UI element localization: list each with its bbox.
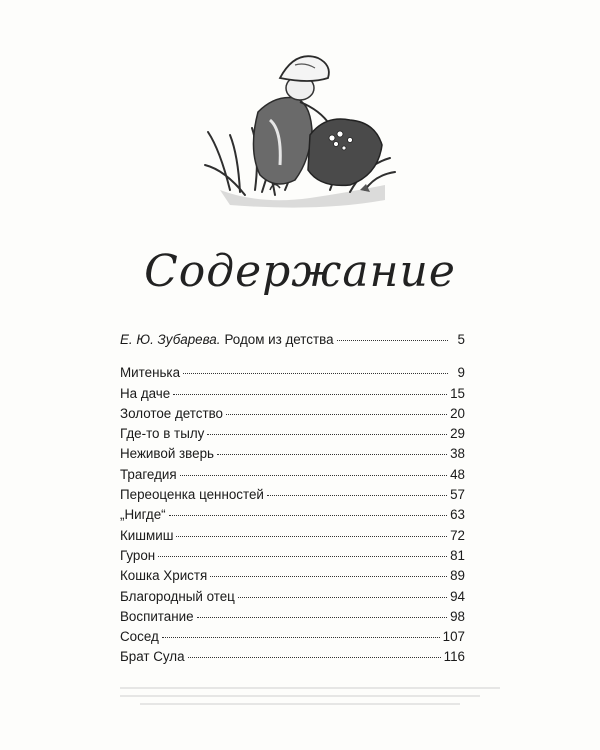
toc-entry[interactable] [120, 587, 465, 607]
toc-entry[interactable] [120, 627, 465, 647]
toc-entry[interactable] [120, 566, 465, 586]
toc-entry[interactable] [120, 444, 465, 464]
toc-entry-title: Сосед [120, 629, 159, 645]
toc-entry-page: 63 [450, 507, 465, 523]
toc-leader-dots [162, 637, 440, 638]
toc-leader-dots [176, 536, 447, 537]
child-in-grass-sketch-icon [200, 40, 400, 215]
toc-entry-page: 29 [450, 426, 465, 442]
toc-entry-title: Благородный отец [120, 588, 235, 604]
toc-leader-dots [180, 475, 447, 476]
toc-entry[interactable] [120, 526, 465, 546]
toc-entry-page: 15 [450, 385, 465, 401]
toc-leader-dots [217, 454, 447, 455]
toc-entry-title: Переоценка ценностей [120, 487, 264, 503]
toc-entry-title: Кошка Христя [120, 568, 208, 584]
toc-entry[interactable] [120, 485, 465, 505]
toc-entry-author: Е. Ю. Зубарева. [120, 332, 221, 347]
toc-entry-title-text: Родом из детства [224, 332, 334, 347]
toc-entry-title: Где-то в тылу [120, 426, 205, 442]
toc-leader-dots [210, 576, 447, 577]
toc-leader-dots [188, 657, 441, 658]
toc-leader-dots [158, 556, 447, 557]
toc-entry-page: 116 [443, 649, 465, 665]
toc-entry[interactable] [120, 647, 465, 667]
toc-entry-title: Митенька [120, 365, 181, 381]
toc-entry-title: На даче [120, 385, 171, 401]
toc-entry-page: 48 [450, 466, 465, 482]
toc-entry-page: 38 [450, 446, 465, 462]
toc-entry[interactable] [120, 363, 465, 383]
toc-entry[interactable] [120, 546, 465, 566]
toc-entry[interactable] [120, 607, 465, 627]
toc-entry-page: 57 [450, 487, 465, 503]
toc-leader-dots [226, 414, 447, 415]
page-title: Содержание [144, 246, 456, 297]
toc-entry-page: 20 [450, 405, 465, 421]
toc-entry[interactable] [120, 404, 465, 424]
toc-entry-page: 5 [457, 332, 465, 347]
toc-entry-title: Кишмиш [120, 527, 174, 543]
toc-leader-dots [207, 434, 447, 435]
toc-entry-title: Трагедия [120, 466, 177, 482]
toc-entry-page: 94 [450, 588, 465, 604]
toc-entry-title [120, 330, 334, 350]
toc-entry-page: 89 [450, 568, 465, 584]
toc-entry-title: Брат Сула [120, 649, 185, 665]
toc-leader-dots [173, 394, 447, 395]
toc-entry-page: 72 [450, 527, 465, 543]
toc-entry-title: Неживой зверь [120, 446, 214, 462]
toc-entry[interactable] [120, 384, 465, 404]
toc-intro-entry[interactable] [120, 330, 465, 350]
toc-entry-title: „Нигде“ [120, 507, 166, 523]
toc-entry[interactable] [120, 424, 465, 444]
toc-leader-dots [267, 495, 447, 496]
toc-leader-dots [183, 373, 448, 374]
toc-entry[interactable] [120, 465, 465, 485]
toc-entry-page: 107 [442, 629, 465, 645]
table-of-contents [120, 330, 465, 668]
page-show-through-texture [100, 678, 520, 718]
toc-leader-dots [238, 597, 447, 598]
toc-entry-title: Воспитание [120, 608, 194, 624]
toc-entry-title: Золотое детство [120, 405, 223, 421]
toc-leader-dots [169, 515, 447, 516]
toc-entry-page: 98 [450, 608, 465, 624]
toc-leader-dots [197, 617, 448, 618]
toc-entry-page: 9 [457, 365, 465, 381]
toc-entry-page: 81 [450, 547, 465, 563]
toc-entry-title: Гурон [120, 547, 156, 563]
toc-leader-dots [337, 340, 448, 341]
toc-entry[interactable] [120, 505, 465, 525]
